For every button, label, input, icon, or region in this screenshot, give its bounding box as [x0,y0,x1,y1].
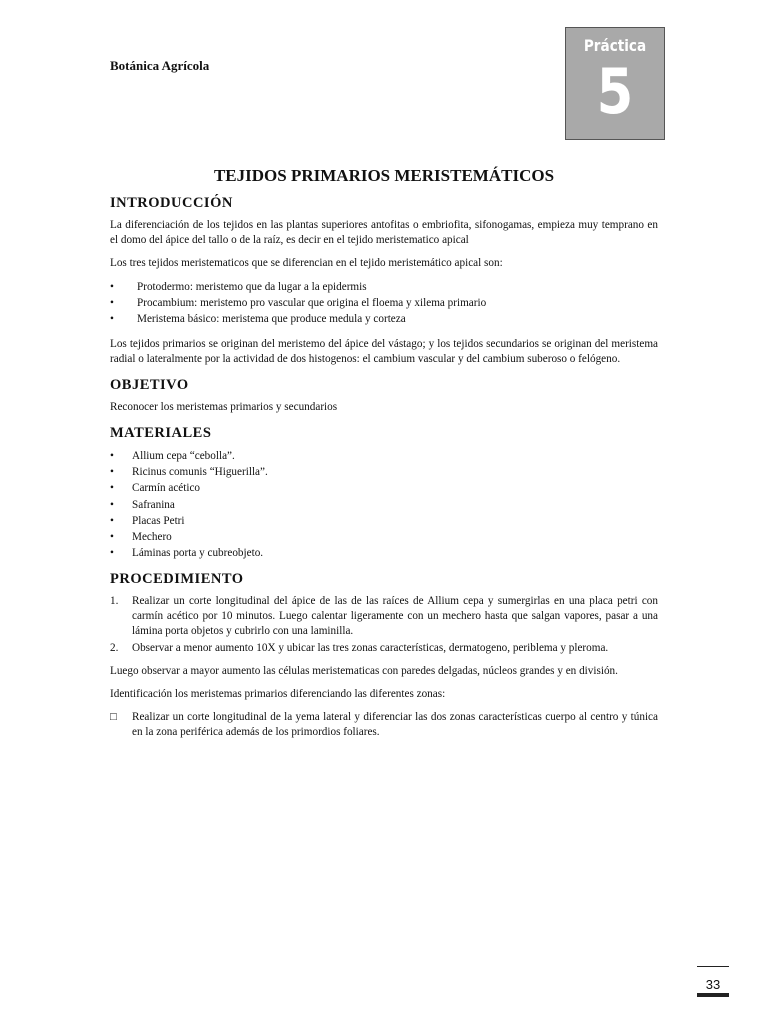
document-title: TEJIDOS PRIMARIOS MERISTEMÁTICOS [213,166,555,185]
procedure-heading: PROCEDIMIENTO [110,571,244,588]
list-item [110,529,658,545]
intro-heading: INTRODUCCIÓN [110,195,233,211]
list-item-text: Safranina [132,498,175,511]
list-item [110,295,658,311]
bullet-icon: • [110,547,114,560]
objective-heading: OBJETIVO [110,377,189,393]
badge-number: 5 [596,55,634,128]
procedure-paragraph-2: Identificación los meristemas primarios diferenciando las diferentes zonas: [110,688,446,701]
intro-paragraph-1: La diferenciación de los tejidos en las plantas superiores antofitas o embriofita, sifonogamas, empieza muy temprano en el domo del ápice del tallo o de la raíz, es decir en el tejido meristematico apical [110,219,658,246]
bullet-icon: • [110,450,114,462]
meristem-list [110,279,658,327]
list-item [110,710,658,740]
list-item [110,594,658,639]
list-item-text: Mechero [132,531,172,544]
list-item [110,311,658,327]
badge-label: Práctica [583,36,647,55]
list-item [110,545,658,561]
intro-paragraph-3: Los tejidos primarios se originan del meristemo del ápice del vástago; y los tejidos secundarios se originan del meristema radial o lateralmente por la actividad de dos histogenos: el cambium vascular y del cambium suberoso o felógeno. [110,338,658,365]
step-number: 1. [110,595,119,608]
document-body [110,166,658,740]
list-item-text: Placas Petri [132,514,185,527]
list-item [110,641,658,656]
bullet-icon: • [110,466,114,479]
list-item [110,480,658,496]
objective-text: Reconocer los meristemas primarios y secundarios [110,401,338,413]
bullet-icon: • [110,514,114,527]
list-item-text: Carmín acético [132,482,201,495]
bullet-icon: • [110,297,114,309]
list-item-text: Allium cepa “cebolla”. [132,450,235,462]
bullet-icon: • [110,313,114,325]
materials-heading: MATERIALES [110,425,212,441]
checkbox-icon: □ [110,711,117,724]
step-number: 2. [110,642,119,655]
list-item [110,448,658,464]
list-item [110,464,658,480]
bullet-icon: • [110,482,114,495]
list-item-text: Procambium: meristemo pro vascular que origina el floema y xilema primario [137,297,487,309]
list-item-text: Láminas porta y cubreobjeto. [132,547,264,560]
list-item [110,513,658,529]
procedure-steps [110,594,658,656]
intro-paragraph-2: Los tres tejidos meristematicos que se diferencian en el tejido meristemático apical son: [110,257,503,269]
practice-badge [565,27,665,140]
step-text: Observar a menor aumento 10X y ubicar las tres zonas características, dermatogeno, periblema y pleroma. [132,642,609,655]
header-subject: Botánica Agrícola [110,58,210,73]
page-number: 33 [697,966,729,997]
list-item-text: Ricinus comunis “Higuerilla”. [132,466,268,479]
list-item-text: Protodermo: meristemo que da lugar a la epidermis [137,281,367,293]
sub-item-text: Realizar un corte longitudinal de la yema lateral y diferenciar las dos zonas características cuerpo al centro y túnica en la zona periférica además de los primordios foliares. [132,711,658,739]
materials-list [110,448,658,561]
list-item-text: Meristema básico: meristema que produce medula y corteza [137,313,406,325]
bullet-icon: • [110,281,114,293]
bullet-icon: • [110,498,114,511]
procedure-paragraph-1: Luego observar a mayor aumento las células meristematicas con paredes delgadas, núcleos grandes y en división. [110,665,618,678]
step-text: Realizar un corte longitudinal del ápice de las de las raíces de Allium cepa y sumergirlas en una placa petri con carmín acético por 10 minutos. Luego calentar ligeramente con un mechero hasta que salgan vapores, pasar a una lámina porta objetos y cubrirlo con una laminilla. [132,595,658,638]
list-item [110,279,658,295]
bullet-icon: • [110,531,114,544]
list-item [110,497,658,513]
